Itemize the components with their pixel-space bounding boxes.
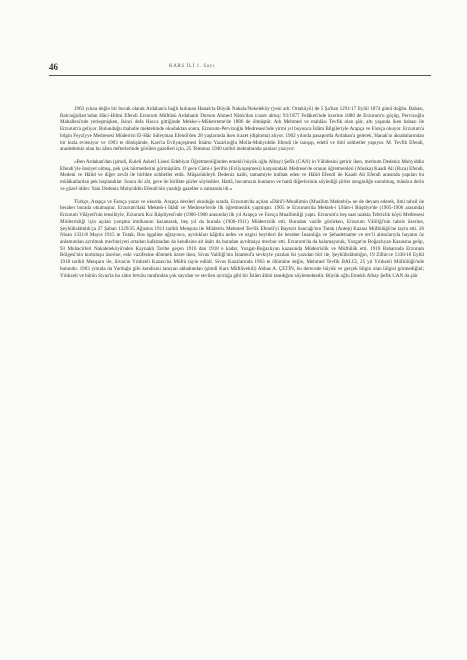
page-header: [49, 62, 431, 76]
paragraph-1: 1963 yılına değin bir bucak olarak Ardahan'a bağlı bulunan Hanak'ta Büyük Nakala/Nekeleköy (yeni adı: Ortaköyü) de 5 Şa'ban 1291/17 Eylül 1874 günü doğdu. Babası, Balcıoğulları'ndan Hâci-Hilmi Efendi Erzurum Müftüsü Ardahanlı Dursun Ahmed Nâtık'dan icazet almış: 93/1877 Felâketi'nde üzerine 1880 de Erzurum'u göçüp, Pervizoğlu Mahallesi'nde yerleşmişken, ikinci defa Hacca gittiğinde Mekke-i-Mükerreme'de 1886 de ölmüştür. Adı Mehmed ve mahlâsı Tevfik olan şâir, altı yaşında iken babası ile Erzurum'a geliyor. Bulunduğu mahalle mektebinde okuduktan sonra, Erzurum-Pervizoğlu Medresesi'nde yirmi yıl boyunca İslâm Bilgileriyle Arapça ve Farsça okuyor. Erzurum'a bilgin Feyzîyye Medresesi Müderrisi El-Hâc Süleyman Efendi'den 28 yaşlarında iken icazet (diploma) alıyor. 1902 yılında pasaportla Ardahan'a gelerek, Hanak'ın akrabalarından bir kızla evleniyor ve 1903 te dönüşünde, Kars'ta Evliyaçeşmesi İmâmı Yazarlıoğlu Molla-Muhyiddin Efendi ile tanışıp, edebî ve ilmî sohbetler yapıyor. M. Tevfik Efendi, anadedemiz olan bu zâtın defterlerinde görülen gazelleri için, 25 Temmuz 1940 tarihli mektubunda şunları yazıyor:: [60, 106, 424, 153]
article-body: [60, 106, 424, 285]
paragraph-3: Türkçe, Arapça ve Farsça yazar ve okurdu. Arapça dersleri okuduğu sırada, Erzurum'da açılan «Dârü'l-Muallimin (Muallim Mektebi)» ne de devam ederek, ilmi tahsil ile beraber burada okumuştur. Erzurum'daki Mekteb-i İdâdî ve Medrese'lerde ilk öğretmenlik yapmıştır. 1905 te Erzurum'da Mekteb-i Ulûm-i Rüşdiye'de (1905-1906 arasında) Erzurum Vilâyeti'nin tensibiyle, Erzurum Kız Rüşdiyesi'nde (1906-1908 arasında) ilk yıl Arapça ve Farsça Muallimliği yaptı. Erzurum'a beş saat uzakta Tebrizlik köyü Medresesi Müderrisliği için açılan yarışma imtihanını kazanarak, beş yıl da burada (1906-1911) Müderrislik etti. Buradan vazife görürken, Erzurum Vâliliği'nin tahsis üzerine, Şeyhülislâmlık'ça 27 Şaban 1329/25 Ağustos 1911 tarihli Menşura ile Müderris Mehmed Tevfik Efendi'yi Bayezit Sancağı'nın Tutak (Antep) Kazası Müftülüğü'ne tayin etti. 26 Nisan 1331/8 Mayıs 1915 te Tutak, Rus işgaline uğrayınca, ayrılıkları kâğıtla nefes ve ezgisi beyitleri ile beraber İnsanlığa ve Şehadetname ve tev'il alıntılarıyla hayatın öz anlamından ayrılmak mecburiyeti ortadan kalkmadan da kendisine ait âsârı da buradan ayrılmaya mecbur etti. Erzurum'da da kalamayarak, Yozgat'ın Boğazlıyan Kazasına gelip, 93 Muhacirleri Nakaleleköyü'nden Kaynaklı Tarihe geçen 1916 dan 1918 e kadar, Yozgat-Boğazlıyan kazasında Müderrislik ve Müftülük etti. 1918 Baharında Erzurum Bölgesi'nin kurtuluşu üzerine, eski vazifesine dönmek üzere iken, Sivas Valiliği'nin İstanbul'a sevkiyle yazılan iki yazıdan biri ile, Şeyhülislâmlığın, 19 Zilhicce 1336/16 Eylül 1918 tarihli Menşuru ile, Sivas'ın Yıldızeli Kazası'na Müftü tayin edildi. Sivas Kazalarında 1963 te ölümüne değin, Mehmed Tevfik BALCI, 25 yıl Yıldızeli Müftülüğü'nde bulundu. 1963 yılında da Yurduğu gibi kendisini tanıyan ahbabından (şimdi Kars Müftüvekili) Abbas A. ÇETİN, bu derecede büyük ve gerçek bilgin olan bilgisi görmediğini; Yıldızeli ve bütün Sivas'ta bu zâtın fetvâsı tarafından çok sayıdan ve sevilen ayrılığa gibi bir İslâm âlimi tanıdığını söylemektedir. Büyük oğlu Emekli Albay Şefik CAN da şâir: [60, 198, 424, 279]
page-number: 46: [49, 62, 58, 72]
running-title: KARS İLİ 1. Sayı: [169, 64, 215, 69]
paragraph-2: «Ben Ardahan'dan (şimdi, Kuleli Askerî Lisesi Edebiyat Öğretmenliğinden emekli büyük oğlu Albay) Şefik (CAN) in Vâlidesini getirir iken, merhum Dedeniz Muhyiddin Efendi'yle ünsiyet olmuş, pek çok hürmetlerini görmüştüm. O gece Câmi-i Şerifin (Evliyaçeşmesi) karşısındaki Medrese'de oranın öğretmenleri (Ahıska) Kaadi Ali (Rıza) Efendi, Medeni ve Hâlid ve diğer zevât ile birlikte sohbetler ettik. Müşarûnileyh Dedeniz kalbi, tamamiyle intibak eden ve Hâlid Efendi ile Kaadi Ali Efendi arasında yapılan bu mülâkatlardan pek hoşlandılar. Sonra iki zât, gece ile birlikte şiirler söylediler. Hattâ, hocamızın bunların ve hattâ diğerlerinin söylediği şiirler zenginliğe sunulmuş, mânâca derin ve güzel idiler. Yani Dedeniz Muhyiddin Efendi'nin yazdığı gazeller o zamanda idi.»: [60, 159, 424, 192]
header-rule: [49, 75, 431, 76]
